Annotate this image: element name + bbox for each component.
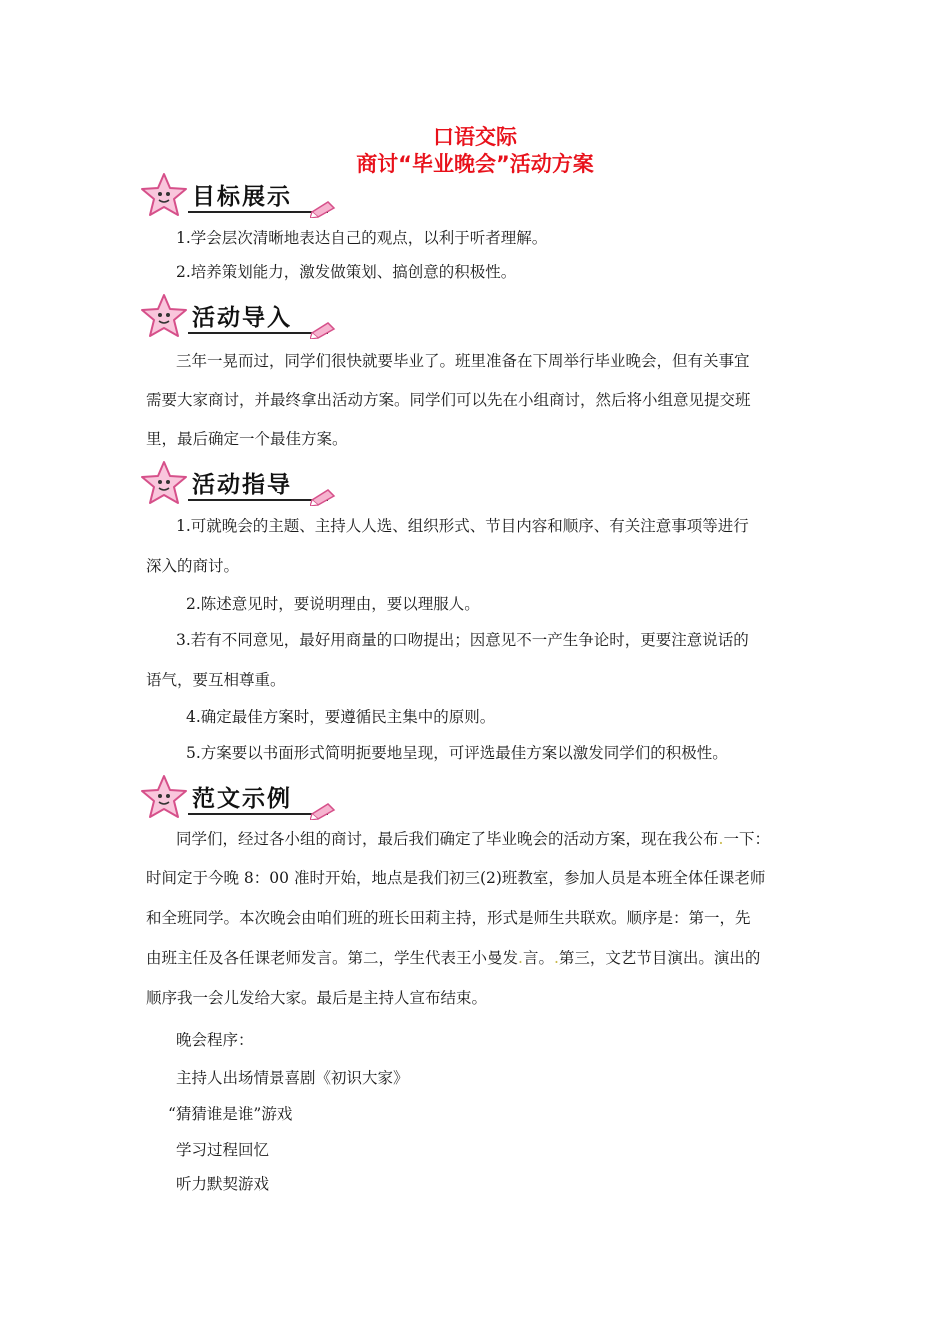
example-line: 同学们，经过各小组的商讨，最后我们确定了毕业晚会的活动方案，现在我公布.一下： bbox=[176, 830, 770, 848]
section-title: 范文示例 bbox=[192, 786, 292, 812]
doc-subtitle: 商讨“毕业晚会”活动方案 bbox=[356, 152, 594, 176]
section-underline bbox=[188, 813, 328, 815]
example-line: 顺序我一会儿发给大家。最后是主持人宣布结束。 bbox=[146, 989, 488, 1007]
program-title: 晚会程序： bbox=[176, 1031, 254, 1049]
program-item: 学习过程回忆 bbox=[176, 1141, 270, 1159]
program-item: “猜猜谁是谁”游戏 bbox=[168, 1105, 293, 1123]
goal-item: 2.培养策划能力，激发做策划、搞创意的积极性。 bbox=[176, 263, 517, 281]
star-mascot-icon bbox=[140, 774, 188, 820]
intro-line: 需要大家商讨，并最终拿出活动方案。同学们可以先在小组商讨，然后将小组意见提交班 bbox=[146, 391, 751, 409]
section-title: 活动指导 bbox=[192, 472, 292, 498]
section-underline bbox=[188, 332, 328, 334]
example-line: 和全班同学。本次晚会由咱们班的班长田莉主持，形式是师生共联欢。顺序是：第一，先 bbox=[146, 909, 751, 927]
program-item: 听力默契游戏 bbox=[176, 1175, 270, 1193]
pencil-icon bbox=[310, 319, 338, 339]
pencil-icon bbox=[310, 800, 338, 820]
guide-item: 深入的商讨。 bbox=[146, 557, 240, 575]
program-item: 主持人出场情景喜剧《初识大家》 bbox=[176, 1069, 409, 1087]
example-line: 时间定于今晚 8：00 准时开始，地点是我们初三(2)班教室，参加人员是本班全体任课老师 bbox=[146, 869, 766, 887]
guide-item: 4.确定最佳方案时，要遵循民主集中的原则。 bbox=[186, 708, 496, 726]
pencil-icon bbox=[310, 486, 338, 506]
intro-line: 里，最后确定一个最佳方案。 bbox=[146, 430, 348, 448]
pencil-icon bbox=[310, 198, 338, 218]
guide-item: 5.方案要以书面形式简明扼要地呈现，可评选最佳方案以激发同学们的积极性。 bbox=[186, 744, 728, 762]
section-underline bbox=[188, 499, 328, 501]
section-title: 目标展示 bbox=[192, 184, 292, 210]
guide-item: 语气，要互相尊重。 bbox=[146, 671, 286, 689]
section-header-intro bbox=[140, 293, 350, 341]
section-title: 活动导入 bbox=[192, 305, 292, 331]
star-mascot-icon bbox=[140, 293, 188, 339]
intro-line: 三年一晃而过，同学们很快就要毕业了。班里准备在下周举行毕业晚会，但有关事宜 bbox=[176, 352, 750, 370]
section-header-guide bbox=[140, 460, 350, 508]
guide-item: 2.陈述意见时，要说明理由，要以理服人。 bbox=[186, 595, 480, 613]
star-mascot-icon bbox=[140, 460, 188, 506]
star-mascot-icon bbox=[140, 172, 188, 218]
goal-item: 1.学会层次清晰地表达自己的观点，以利于听者理解。 bbox=[176, 229, 548, 247]
section-header-example bbox=[140, 774, 350, 822]
guide-item: 3.若有不同意见，最好用商量的口吻提出；因意见不一产生争论时，更要注意说话的 bbox=[176, 631, 749, 649]
guide-item: 1.可就晚会的主题、主持人人选、组织形式、节目内容和顺序、有关注意事项等进行 bbox=[176, 517, 749, 535]
doc-title: 口语交际 bbox=[433, 125, 517, 149]
section-header-goals bbox=[140, 172, 350, 220]
example-line: 由班主任及各任课老师发言。第二，学生代表王小曼发.言。.第三，文艺节目演出。演出的 bbox=[146, 949, 761, 967]
section-underline bbox=[188, 211, 328, 213]
